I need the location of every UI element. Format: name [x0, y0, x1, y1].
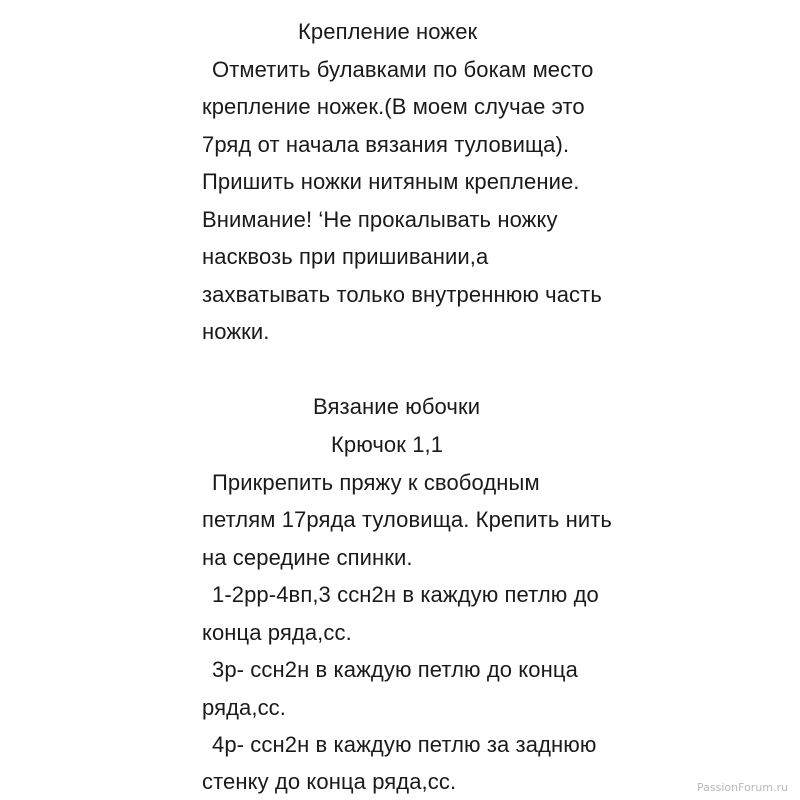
text-line: 3р- ссн2н в каждую петлю до конца [212, 657, 578, 682]
text-line: 7ряд от начала вязания туловища). [202, 132, 570, 157]
text-line: ряда,сс. [202, 695, 286, 720]
section-subheading-hook-size: Крючок 1,1 [331, 432, 444, 457]
text-line: петлям 17ряда туловища. Крепить нить [202, 507, 612, 532]
watermark: PassionForum.ru [697, 781, 788, 794]
text-line: ножки. [202, 319, 270, 344]
section-heading-skirt-knitting: Вязание юбочки [313, 394, 481, 419]
text-line: Отметить булавками по бокам место [212, 57, 594, 82]
text-line: 4р- ссн2н в каждую петлю за заднюю [212, 732, 597, 757]
text-line: Прикрепить пряжу к свободным [212, 470, 540, 495]
text-line: крепление ножек.(В моем случае это [202, 94, 585, 119]
section-heading-leg-attachment: Крепление ножек [298, 19, 478, 44]
text-line: стенку до конца ряда,сс. [202, 769, 457, 794]
text-line: конца ряда,сс. [202, 620, 352, 645]
text-line: насквозь при пришивании,а [202, 244, 489, 269]
text-line: 1-2рр-4вп,3 ссн2н в каждую петлю до [212, 582, 599, 607]
text-line: Пришить ножки нитяным крепление. [202, 169, 580, 194]
text-line: захватывать только внутреннюю часть [202, 282, 602, 307]
text-line: Внимание! ‘Не прокалывать ножку [202, 207, 558, 232]
text-line: на середине спинки. [202, 545, 413, 570]
